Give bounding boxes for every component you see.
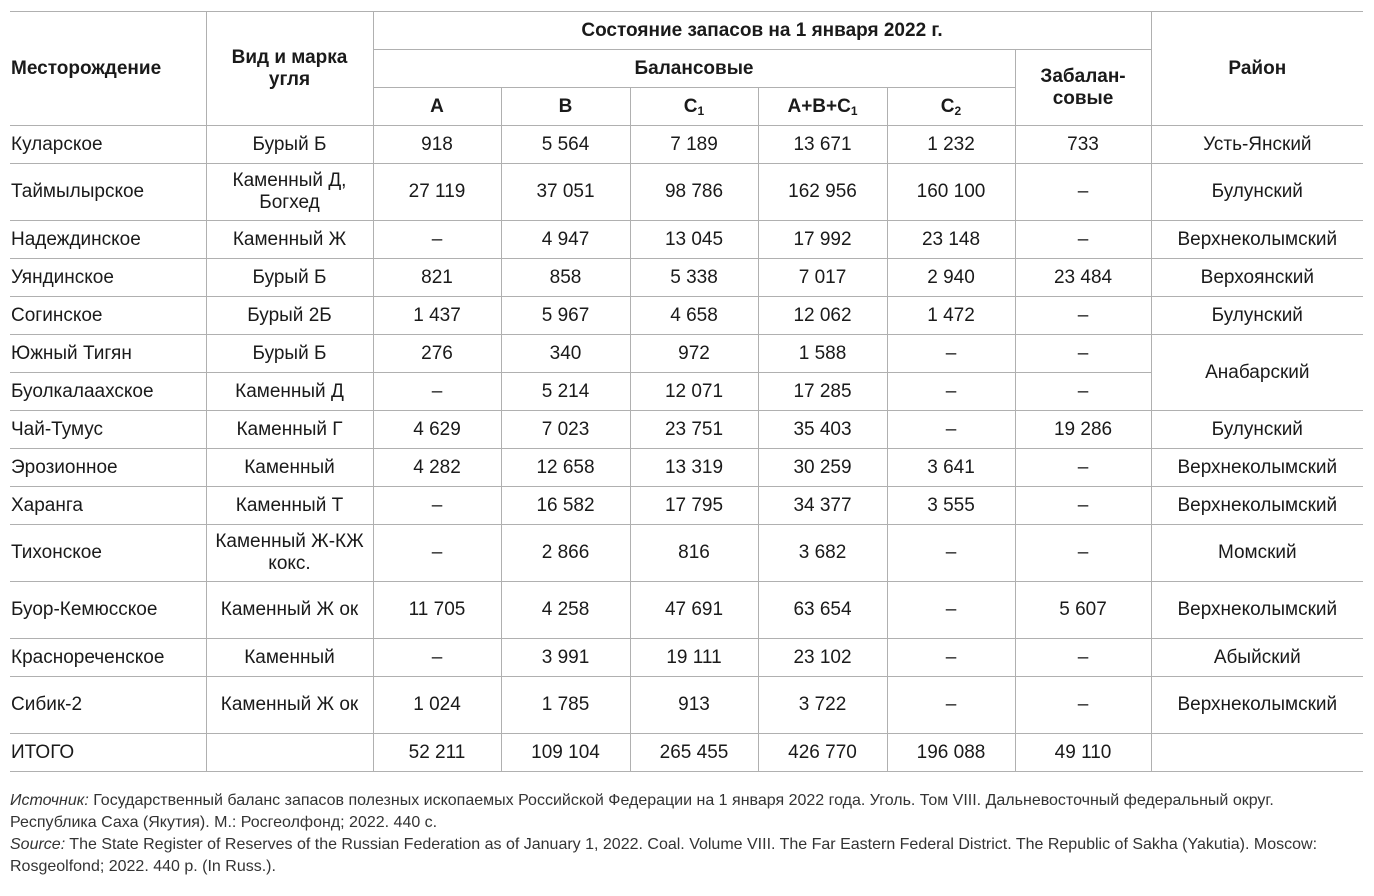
value-cell-off: – [1015,639,1151,677]
reserves-table-container [10,11,1363,878]
header-balance: Балансовые [373,50,1015,88]
district-cell: Анабарский [1151,335,1363,411]
value-cell-b: 858 [501,259,630,297]
coal-type-cell: Каменный Ж-КЖ кокс. [206,525,373,582]
table-row [10,297,1363,335]
value-cell-a: – [373,639,501,677]
coal-type-cell: Бурый Б [206,335,373,373]
source-en [10,834,1350,878]
table-row [10,126,1363,164]
source-en-label: Source: [10,836,66,853]
coal-type-cell: Каменный Д, Богхед [206,164,373,221]
coal-type-cell: Каменный Ж ок [206,582,373,639]
value-cell-b: 2 866 [501,525,630,582]
value-cell-abc: 17 285 [758,373,887,411]
header-offbalance: Забалан-совые [1015,50,1151,126]
deposit-cell: Надеждинское [10,221,206,259]
district-cell: Абыйский [1151,639,1363,677]
value-cell-c2: 3 641 [887,449,1015,487]
value-cell-a: 276 [373,335,501,373]
header-col-0 [373,88,501,126]
coal-type-cell: Каменный Ж ок [206,677,373,734]
header-state: Состояние запасов на 1 января 2022 г. [373,12,1151,50]
value-cell-c1: 17 795 [630,487,758,525]
district-cell: Верхнеколымский [1151,221,1363,259]
deposit-cell: Краснореченское [10,639,206,677]
footnote [10,790,1350,878]
value-cell-b: 7 023 [501,411,630,449]
deposit-cell: Южный Тигян [10,335,206,373]
coal-type-cell: Бурый Б [206,259,373,297]
total-row [10,734,1363,772]
source-ru-label: Источник: [10,792,89,809]
value-cell-c1: 19 111 [630,639,758,677]
table-row [10,582,1363,639]
header-col-2 [630,88,758,126]
total-cell-b: 109 104 [501,734,630,772]
total-cell-c2: 196 088 [887,734,1015,772]
value-cell-abc: 162 956 [758,164,887,221]
table-body [10,126,1363,772]
total-district-empty [1151,734,1363,772]
header-col-sub: 1 [850,103,858,118]
deposit-cell: Тихонское [10,525,206,582]
value-cell-abc: 3 682 [758,525,887,582]
value-cell-abc: 63 654 [758,582,887,639]
table-row [10,335,1363,373]
value-cell-c1: 972 [630,335,758,373]
table-row [10,164,1363,221]
value-cell-off: – [1015,487,1151,525]
value-cell-b: 4 258 [501,582,630,639]
value-cell-a: 4 629 [373,411,501,449]
deposit-cell: Уяндинское [10,259,206,297]
total-cell-off: 49 110 [1015,734,1151,772]
value-cell-a: 1 437 [373,297,501,335]
header-col-sub: 1 [697,103,705,118]
value-cell-c2: – [887,639,1015,677]
coal-type-cell: Бурый Б [206,126,373,164]
header-col-label: A [430,95,444,117]
deposit-cell: Сибик-2 [10,677,206,734]
value-cell-c1: 4 658 [630,297,758,335]
value-cell-off: – [1015,525,1151,582]
value-cell-c1: 5 338 [630,259,758,297]
value-cell-c2: 2 940 [887,259,1015,297]
value-cell-off: – [1015,221,1151,259]
value-cell-abc: 13 671 [758,126,887,164]
value-cell-abc: 35 403 [758,411,887,449]
total-label: ИТОГО [10,734,206,772]
value-cell-c1: 913 [630,677,758,734]
deposit-cell: Буолкалаахское [10,373,206,411]
district-cell: Усть-Янский [1151,126,1363,164]
value-cell-a: – [373,221,501,259]
value-cell-a: 918 [373,126,501,164]
coal-type-cell: Каменный Д [206,373,373,411]
table-row [10,487,1363,525]
source-ru-text: Государственный баланс запасов полезных ископаемых Российской Федерации на 1 января 2022 года. Уголь. Том VIII. Дальневосточный федеральный округ. Республика Саха (Якутия). М.: Росгеолфонд; 2022. 440 с. [10,792,1274,831]
value-cell-a: – [373,487,501,525]
value-cell-b: 340 [501,335,630,373]
header-deposit: Месторождение [10,12,206,126]
value-cell-c1: 816 [630,525,758,582]
deposit-cell: Чай-Тумус [10,411,206,449]
deposit-cell: Согинское [10,297,206,335]
header-col-label: C [683,95,698,117]
value-cell-c2: – [887,582,1015,639]
value-cell-abc: 1 588 [758,335,887,373]
reserves-table [10,11,1363,772]
value-cell-b: 16 582 [501,487,630,525]
district-cell: Верхнеколымский [1151,487,1363,525]
coal-type-cell: Каменный [206,639,373,677]
value-cell-b: 12 658 [501,449,630,487]
total-cell-c1: 265 455 [630,734,758,772]
value-cell-c1: 7 189 [630,126,758,164]
value-cell-c2: – [887,373,1015,411]
value-cell-off: 23 484 [1015,259,1151,297]
header-col-4 [887,88,1015,126]
value-cell-a: 27 119 [373,164,501,221]
source-en-text: The State Register of Reserves of the Russian Federation as of January 1, 2022. Coal. Volume VIII. The Far Eastern Federal District. The Republic of Sakha (Yakutia). Moscow: Rosgeolfond; 2022. 440 p. (In Russ.). [10,836,1318,875]
header-col-1 [501,88,630,126]
table-row [10,449,1363,487]
value-cell-b: 5 967 [501,297,630,335]
value-cell-off: 733 [1015,126,1151,164]
coal-type-cell: Каменный [206,449,373,487]
value-cell-off: – [1015,335,1151,373]
district-cell: Булунский [1151,164,1363,221]
source-ru [10,790,1350,834]
value-cell-abc: 34 377 [758,487,887,525]
value-cell-off: – [1015,297,1151,335]
value-cell-abc: 12 062 [758,297,887,335]
value-cell-off: 19 286 [1015,411,1151,449]
value-cell-abc: 3 722 [758,677,887,734]
value-cell-c1: 98 786 [630,164,758,221]
table-row [10,411,1363,449]
header-district: Район [1151,12,1363,126]
value-cell-c1: 23 751 [630,411,758,449]
value-cell-b: 4 947 [501,221,630,259]
header-col-label: B [558,95,573,117]
value-cell-c2: 23 148 [887,221,1015,259]
coal-type-cell: Каменный Ж [206,221,373,259]
table-row [10,639,1363,677]
deposit-cell: Таймылырское [10,164,206,221]
value-cell-b: 5 564 [501,126,630,164]
deposit-cell: Харанга [10,487,206,525]
total-empty-cell [206,734,373,772]
header-col-label: A+B+C [787,95,851,117]
value-cell-off: – [1015,449,1151,487]
district-cell: Верхнеколымский [1151,582,1363,639]
value-cell-b: 5 214 [501,373,630,411]
value-cell-off: – [1015,373,1151,411]
value-cell-c2: 1 232 [887,126,1015,164]
deposit-cell: Эрозионное [10,449,206,487]
value-cell-c2: – [887,677,1015,734]
coal-type-cell: Бурый 2Б [206,297,373,335]
header-coal-type: Вид и марка угля [206,12,373,126]
value-cell-off: – [1015,164,1151,221]
value-cell-c1: 13 045 [630,221,758,259]
header-col-label: C [940,95,955,117]
value-cell-c1: 13 319 [630,449,758,487]
table-row [10,221,1363,259]
district-cell: Верхнеколымский [1151,449,1363,487]
value-cell-c2: 3 555 [887,487,1015,525]
value-cell-b: 3 991 [501,639,630,677]
value-cell-b: 37 051 [501,164,630,221]
table-row [10,525,1363,582]
value-cell-b: 1 785 [501,677,630,734]
deposit-cell: Куларское [10,126,206,164]
total-cell-abc: 426 770 [758,734,887,772]
value-cell-abc: 7 017 [758,259,887,297]
total-cell-a: 52 211 [373,734,501,772]
table-row [10,259,1363,297]
value-cell-abc: 23 102 [758,639,887,677]
value-cell-abc: 17 992 [758,221,887,259]
value-cell-c2: 1 472 [887,297,1015,335]
value-cell-a: – [373,373,501,411]
value-cell-c2: – [887,411,1015,449]
value-cell-a: – [373,525,501,582]
value-cell-c2: – [887,335,1015,373]
table-row [10,677,1363,734]
coal-type-cell: Каменный Г [206,411,373,449]
value-cell-c2: 160 100 [887,164,1015,221]
value-cell-a: 1 024 [373,677,501,734]
value-cell-off: 5 607 [1015,582,1151,639]
district-cell: Верхнеколымский [1151,677,1363,734]
deposit-cell: Буор-Кемюсское [10,582,206,639]
value-cell-abc: 30 259 [758,449,887,487]
coal-type-cell: Каменный Т [206,487,373,525]
district-cell: Булунский [1151,297,1363,335]
district-cell: Момский [1151,525,1363,582]
value-cell-off: – [1015,677,1151,734]
header-col-3 [758,88,887,126]
district-cell: Верхоянский [1151,259,1363,297]
value-cell-a: 821 [373,259,501,297]
district-cell: Булунский [1151,411,1363,449]
value-cell-c1: 12 071 [630,373,758,411]
value-cell-a: 4 282 [373,449,501,487]
value-cell-c1: 47 691 [630,582,758,639]
value-cell-a: 11 705 [373,582,501,639]
header-col-sub: 2 [954,103,962,118]
value-cell-c2: – [887,525,1015,582]
